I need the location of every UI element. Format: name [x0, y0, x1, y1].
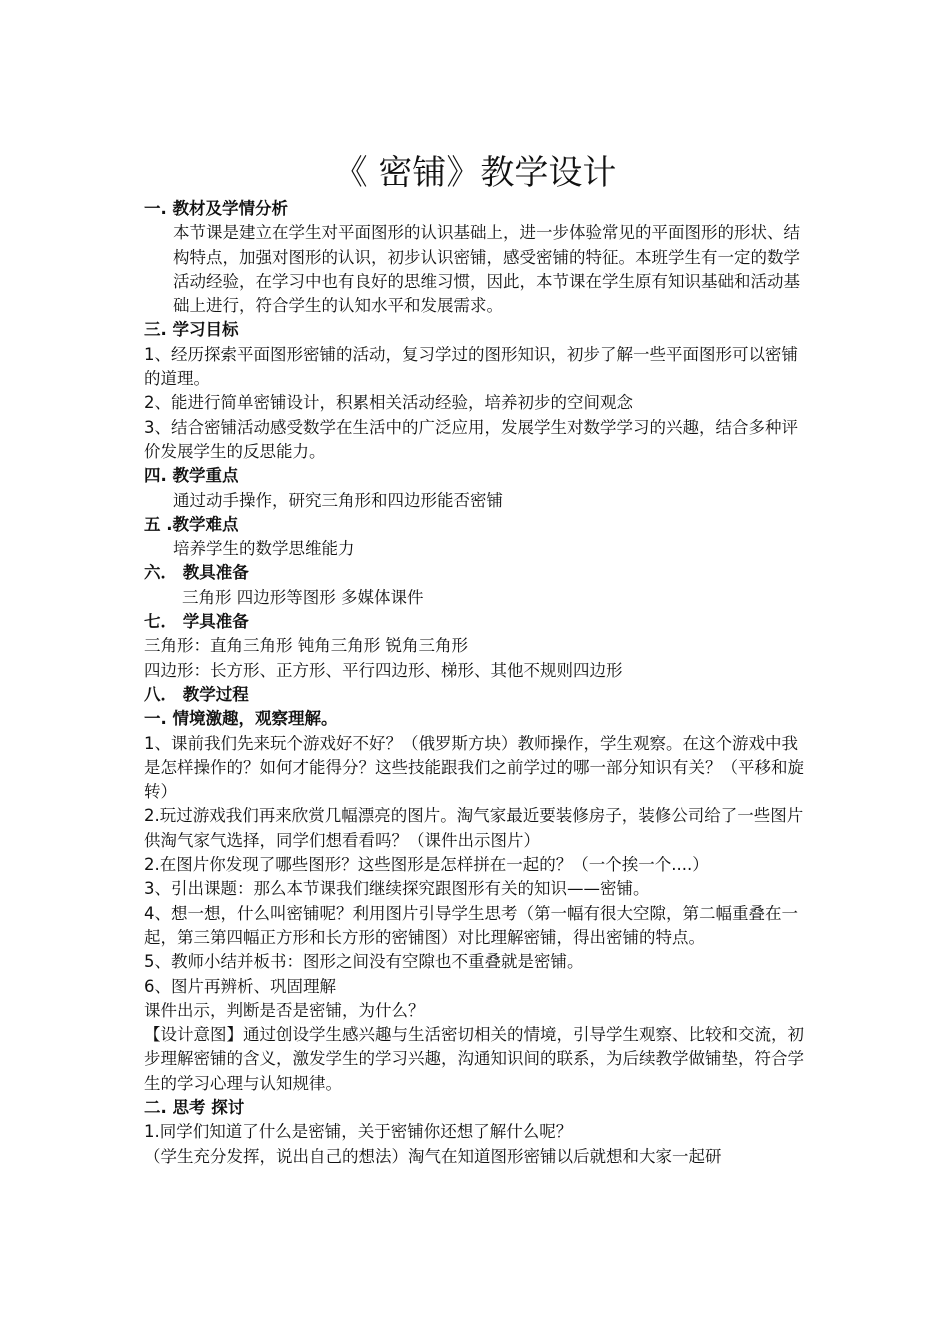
paragraph: 1、经历探索平面图形密铺的活动，复习学过的图形知识，初步了解一些平面图形可以密铺的道理。	[144, 344, 798, 389]
section-heading: 八． 教学过程	[144, 684, 249, 704]
paragraph: 2.玩过游戏我们再来欣赏几幅漂亮的图片。淘气家最近要装修房子，装修公司给了一些图片供淘气家气选择，同学们想看看吗？（课件出示图片）	[144, 806, 804, 850]
section-heading: 六． 教具准备	[144, 563, 249, 583]
paragraph: 课件出示，判断是否是密铺，为什么？	[144, 1000, 425, 1020]
paragraph: 3、结合密铺活动感受数学在生活中的广泛应用，发展学生对数学学习的兴趣，结合多种评价发展学生的反思能力。	[144, 417, 798, 461]
section-heading: 二. 思考 探讨	[144, 1097, 245, 1117]
paragraph: 三角形 四边形等图形 多媒体课件	[182, 587, 424, 607]
paragraph: 通过动手操作，研究三角形和四边形能否密铺	[173, 490, 503, 510]
paragraph: 5、教师小结并板书：图形之间没有空隙也不重叠就是密铺。	[144, 952, 584, 972]
paragraph: 【设计意图】通过创设学生感兴趣与生活密切相关的情境，引导学生观察、比较和交流，初步理解密铺的含义，激发学生的学习兴趣，沟通知识间的联系，为后续教学做铺垫，符合学生的学习心理与认知规律。	[144, 1025, 804, 1093]
document-title: 《 密铺》教学设计	[333, 152, 617, 193]
paragraph: （学生充分发挥，说出自己的想法）淘气在知道图形密铺以后就想和大家一起研	[144, 1146, 722, 1166]
document-body	[144, 197, 810, 1169]
paragraph: 四边形：长方形、正方形、平行四边形、梯形、其他不规则四边形	[144, 660, 623, 680]
paragraph: 1、课前我们先来玩个游戏好不好？（俄罗斯方块）教师操作，学生观察。在这个游戏中我是怎样操作的？如何才能得分？这些技能跟我们之前学过的哪一部分知识有关？（平移和旋转）	[144, 733, 804, 802]
paragraph: 4、想一想，什么叫密铺呢？利用图片引导学生思考（第一幅有很大空隙，第二幅重叠在一起，第三第四幅正方形和长方形的密铺图）对比理解密铺，得出密铺的特点。	[144, 903, 798, 947]
paragraph: 3、引出课题：那么本节课我们继续探究跟图形有关的知识——密铺。	[144, 879, 650, 899]
paragraph: 6、图片再辨析、巩固理解	[144, 976, 336, 996]
section-heading: 一. 教材及学情分析	[144, 199, 289, 218]
section-heading: 四. 教学重点	[144, 466, 239, 486]
section-heading: 三. 学习目标	[144, 320, 239, 340]
paragraph: 三角形：直角三角形 钝角三角形 锐角三角形	[144, 636, 468, 656]
paragraph: 2、能进行简单密铺设计，积累相关活动经验，培养初步的空间观念	[144, 393, 633, 413]
paragraph: 1.同学们知道了什么是密铺，关于密铺你还想了解什么呢？	[144, 1122, 573, 1142]
section-heading: 五 .教学难点	[144, 514, 239, 534]
paragraph: 本节课是建立在学生对平面图形的认识基础上，进一步体验常见的平面图形的形状、结构特点，加强对图形的认识，初步认识密铺，感受密铺的特征。本班学生有一定的数学活动经验，在学习中也有良好的思维习惯，因此，本节课在学生原有知识基础和活动基础上进行，符合学生的认知水平和发展需求。	[173, 223, 800, 316]
section-heading: 七． 学具准备	[144, 612, 249, 632]
paragraph: 2.在图片你发现了哪些图形？这些图形是怎样拼在一起的？（一个挨一个....）	[144, 855, 709, 875]
paragraph: 培养学生的数学思维能力	[173, 539, 355, 559]
section-heading: 一. 情境激趣，观察理解。	[144, 709, 338, 729]
